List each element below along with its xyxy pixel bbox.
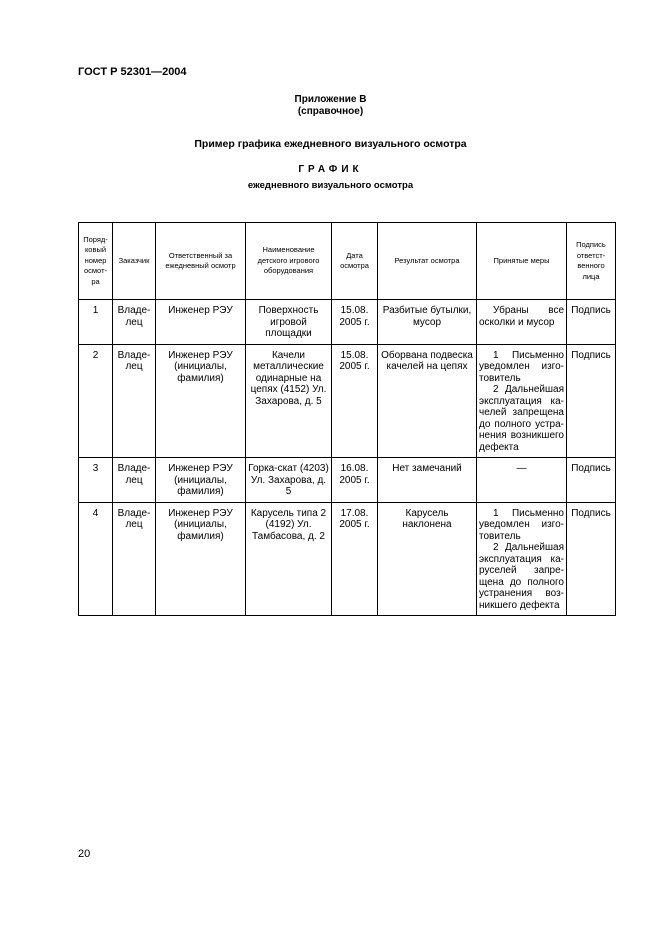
responsible-cell: Инженер РЭУ (инициалы, фамилия) [156,344,246,458]
row-number: 3 [79,458,113,503]
measure-item: 1 Письменно уведомлен изго-товитель [479,349,564,384]
signature-cell: Подпись [567,300,616,345]
column-header: Принятые меры [477,223,567,300]
customer-cell: Владе-лец [113,502,156,616]
document-code: ГОСТ Р 52301—2004 [78,66,187,78]
equipment-cell: Качели металлические одинарные на цепях (4152) Ул. Захарова, д. 5 [246,344,332,458]
customer-cell: Владе-лец [113,344,156,458]
equipment-cell: Горка-скат (4203) Ул. Захарова, д. 5 [246,458,332,503]
date-cell: 17.08. 2005 г. [332,502,378,616]
table-row [79,344,616,458]
column-header: Результат осмотра [378,223,477,300]
table-row [79,502,616,616]
date-cell: 16.08. 2005 г. [332,458,378,503]
page-number: 20 [78,848,91,860]
measure-item: 1 Письменно уведомлен изго-товитель [479,507,564,542]
annex-kind: (справочное) [297,106,364,117]
responsible-cell: Инженер РЭУ [156,300,246,345]
result-cell: Нет замечаний [378,458,477,503]
measure-item: Убраны все осколки и мусор [479,305,564,328]
schedule-title: ГРАФИК [298,164,363,175]
date-cell: 15.08. 2005 г. [332,300,378,345]
table-header-row [79,223,616,300]
schedule-subtitle: ежедневного визуального осмотра [247,180,414,191]
result-cell: Разбитые бутылки, мусор [378,300,477,345]
measure-item: — [516,463,527,474]
row-number: 4 [79,502,113,616]
equipment-cell: Карусель типа 2 (4192) Ул. Тамбасова, д. 2 [246,502,332,616]
result-cell: Оборвана подвеска качелей на цепях [378,344,477,458]
customer-cell: Владе-лец [113,300,156,345]
column-header: Дата осмотра [332,223,378,300]
inspection-table [78,222,616,616]
section-title: Пример графика ежедневного визуального осмотра [194,138,467,150]
date-cell: 15.08. 2005 г. [332,344,378,458]
measure-item: 2 Дальнейшая эксплуатация ка-челей запрещена до полного устра-нения возникшего дефекта [479,384,564,453]
table-row [79,300,616,345]
responsible-cell: Инженер РЭУ (инициалы, фамилия) [156,458,246,503]
signature-cell: Подпись [567,344,616,458]
column-header: Ответственный за ежедневный осмотр [156,223,246,300]
measures-cell [477,458,567,503]
annex-title: Приложение В [294,94,367,105]
measures-cell [477,300,567,345]
annex-heading [0,94,661,118]
signature-cell: Подпись [567,458,616,503]
measures-cell [477,502,567,616]
row-number: 1 [79,300,113,345]
result-cell: Карусель наклонена [378,502,477,616]
customer-cell: Владе-лец [113,458,156,503]
column-header: Поряд-ковый номер осмот-ра [79,223,113,300]
equipment-cell: Поверхность игровой площадки [246,300,332,345]
row-number: 2 [79,344,113,458]
column-header: Заказчик [113,223,156,300]
measure-item: 2 Дальнейшая эксплуатация ка-руселей запре-щена до полного устранения воз-никшего дефекта [479,542,564,611]
measures-cell [477,344,567,458]
column-header: Подпись ответст-венного лица [567,223,616,300]
column-header: Наименование детского игрового оборудования [246,223,332,300]
responsible-cell: Инженер РЭУ (инициалы, фамилия) [156,502,246,616]
table-row [79,458,616,503]
signature-cell: Подпись [567,502,616,616]
